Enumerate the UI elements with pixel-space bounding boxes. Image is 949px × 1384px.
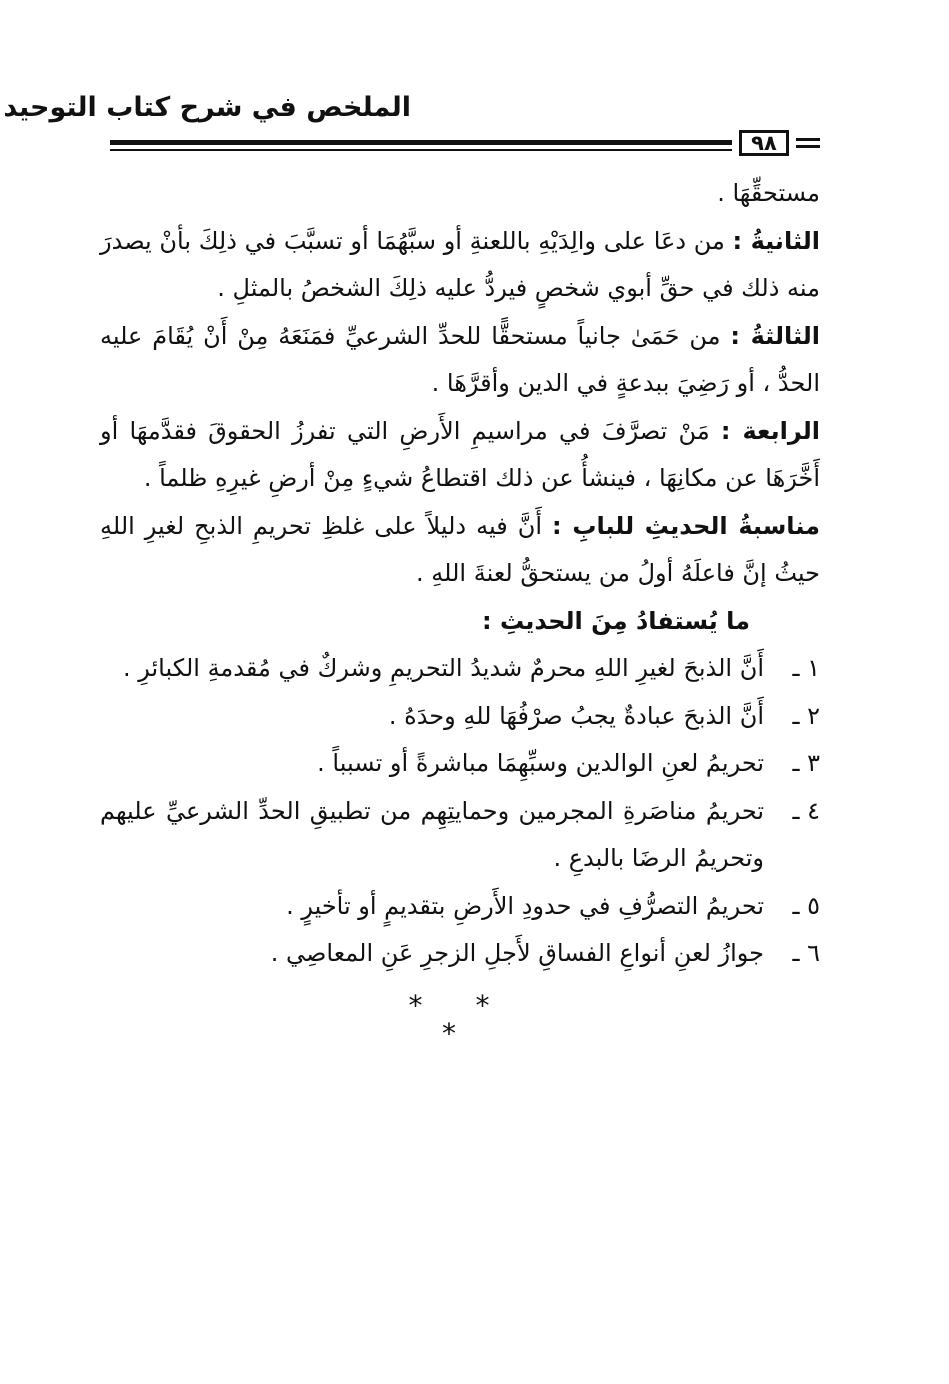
page-body bbox=[100, 170, 820, 978]
page-number: ٩٨ bbox=[739, 130, 789, 156]
list-item-number: ١ ـ bbox=[792, 654, 820, 682]
text-relevance: أَنَّ فيه دليلاً على غلظِ تحريمِ الذبحِ لغيرِ اللهِ حيثُ إنَّ فاعلَهُ أولُ من يستحقُّ لعنةَ اللهِ . bbox=[100, 511, 820, 587]
list-item-number: ٥ ـ bbox=[792, 891, 820, 920]
list-item-text: تحريمُ مناصَرةِ المجرمين وحمايتِهِم من تطبيقِ الحدِّ الشرعيِّ عليهم وتحريمُ الرضَا بالبدعِ . bbox=[100, 796, 764, 872]
term-relevance: مناسبةُ الحديثِ للبابِ : bbox=[552, 511, 820, 540]
header-rule-short-2 bbox=[796, 145, 820, 148]
list-item bbox=[100, 930, 820, 978]
list-item-text: أَنَّ الذبحَ لغيرِ اللهِ محرمٌ شديدُ التحريمِ وشركٌ في مُقدمةِ الكبائرِ . bbox=[122, 654, 764, 682]
benefits-list bbox=[100, 645, 820, 978]
list-item bbox=[100, 883, 820, 931]
paragraph-relevance bbox=[100, 503, 820, 598]
term-third: الثالثةُ : bbox=[730, 321, 820, 350]
text-fourth: مَنْ تصرَّفَ في مراسيمِ الأَرضِ التي تفرزُ الحقوقَ فقدَّمهَا أو أَخَّرَهَا عن مكانِهَا ، فينشأُ عن ذلك اقتطاعُ شيءٍ مِنْ أرضِ غيرِهِ ظلماً . bbox=[100, 416, 820, 492]
paragraph-fourth bbox=[100, 408, 820, 503]
list-item-number: ٣ ـ bbox=[792, 749, 820, 777]
text-third: من حَمَىٰ جانياً مستحقًّا للحدِّ الشرعيِّ فمَنَعَهُ مِنْ أَنْ يُقَامَ عليه الحدُّ ، أو رَضِيَ ببدعةٍ في الدين وأقرَّهَا . bbox=[100, 321, 820, 397]
section-separator: * * * bbox=[408, 989, 512, 1050]
list-item-text: جوازُ لعنِ أنواعِ الفساقِ لأَجلِ الزجرِ عَنِ المعاصِي . bbox=[270, 939, 764, 967]
header-rule bbox=[110, 140, 732, 145]
header-rule-short bbox=[796, 138, 820, 141]
term-fourth: الرابعة : bbox=[720, 416, 820, 445]
benefits-heading: ما يُستفادُ مِنَ الحديثِ : bbox=[482, 606, 750, 635]
list-item-text: أَنَّ الذبحَ عبادةٌ يجبُ صرْفُهَا للهِ وحدَهُ . bbox=[388, 701, 764, 730]
list-item bbox=[100, 740, 820, 788]
list-item-number: ٦ ـ bbox=[792, 939, 820, 967]
text-second: من دعَا على والِدَيْهِ باللعنةِ أو سبَّهُمَا أو تسبَّبَ في ذلِكَ بأنْ يصدرَ منه ذلك في حقِّ أبوي شخصٍ فيردُّ عليه ذلِكَ الشخصُ بالمثلِ . bbox=[100, 226, 820, 302]
list-item bbox=[100, 693, 820, 741]
list-item bbox=[100, 788, 820, 883]
paragraph-second bbox=[100, 218, 820, 313]
list-item-number: ٢ ـ bbox=[792, 701, 820, 730]
book-title: الملخص في شرح كتاب التوحيد bbox=[3, 92, 411, 123]
paragraph-third bbox=[100, 313, 820, 408]
header-rule-thin bbox=[110, 149, 732, 151]
list-item-text: تحريمُ التصرُّفِ في حدودِ الأَرضِ بتقديمٍ أو تأخيرٍ . bbox=[286, 891, 764, 920]
term-second: الثانيةُ : bbox=[732, 226, 820, 255]
continuation-line: مستحقِّهَا . bbox=[717, 179, 820, 207]
list-item-text: تحريمُ لعنِ الوالدين وسبِّهِمَا مباشرةً أو تسبباً . bbox=[317, 749, 764, 777]
list-item-number: ٤ ـ bbox=[792, 796, 820, 825]
list-item bbox=[100, 645, 820, 693]
